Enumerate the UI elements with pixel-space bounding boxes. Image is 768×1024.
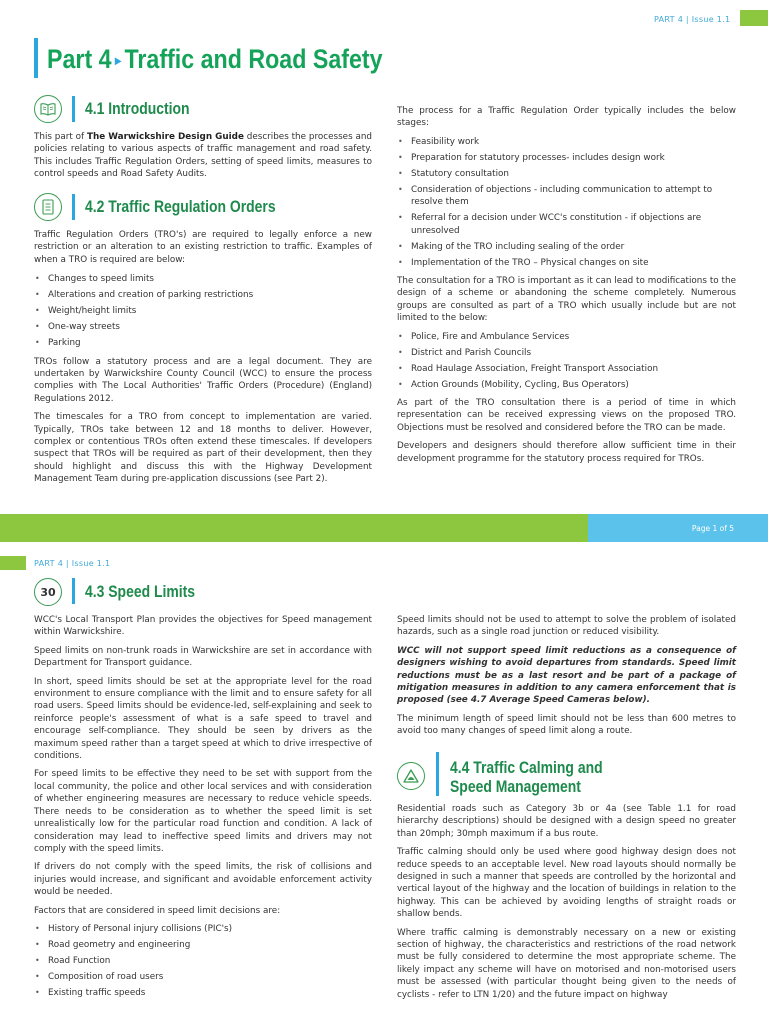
list-item: • Police, Fire and Ambulance Services — [397, 331, 736, 343]
title-accent-bar — [34, 38, 38, 78]
section-heading-introduction: 4.1 Introduction — [85, 99, 190, 118]
right-column-page2-bottom — [397, 803, 736, 1007]
section-bar-44 — [436, 752, 439, 796]
comply-paragraph: If drivers do not comply with the speed limits, the risk of collisions and injuries would increase, and significant and avoidable enforcement activity would be needed. — [34, 862, 372, 898]
section-heading-traffic-calming: 4.4 Traffic Calming and Speed Management — [450, 758, 603, 796]
list-item: • Composition of road users — [34, 971, 372, 983]
process-stage-list — [397, 136, 736, 269]
section-heading-speed-limits: 4.3 Speed Limits — [85, 582, 196, 601]
page-title: Part 4 ▸ Traffic and Road Safety — [47, 44, 383, 74]
title-arrow-icon: ▸ — [114, 52, 122, 69]
section-bar-43 — [72, 578, 75, 604]
traffic-calming-hump-icon — [397, 762, 425, 790]
intro-paragraph: This part of The Warwickshire Design Guide describes the processes and policies relating to various aspects of traffic management and road safety. This includes Traffic Regulation Orders, setting of speed limits, measures to control speeds and Road Safety Audits. — [34, 132, 373, 180]
list-item: • Changes to speed limits — [34, 273, 372, 285]
list-item: • Implementation of the TRO – Physical changes on site — [397, 257, 736, 269]
list-item: • Preparation for statutory processes- includes design work — [397, 152, 736, 164]
speed-limit-30-icon: 30 — [34, 578, 62, 606]
residential-roads-paragraph: Residential roads such as Category 3b or 4a (see Table 1.1 for road hierarchy descriptions) should be designed with a design speed no greater than 20mph; 30mph maximum if a bus route. — [397, 804, 736, 839]
wcc-policy-paragraph: WCC will not support speed limit reductions as a consequence of designers wishing to avoid departures from standards. Speed limit reductions must be as a last resort and be part of a package of mitigation measures in addition to any camera enforcement that is proposed (see 4.7 Average Speed Cameras below). — [397, 645, 736, 706]
right-column-page2-top — [397, 614, 736, 744]
list-item: • Alterations and creation of parking restrictions — [34, 289, 372, 301]
section-heading-tro: 4.2 Traffic Regulation Orders — [85, 197, 276, 216]
left-column-page2 — [34, 614, 372, 1005]
list-item: • Feasibility work — [397, 136, 736, 148]
list-item: • Road geometry and engineering — [34, 939, 372, 951]
consultee-list — [397, 331, 736, 391]
header-green-tab-page2 — [0, 556, 26, 570]
page-number: Page 1 of 5 — [588, 514, 768, 542]
minimum-length-paragraph: The minimum length of speed limit should not be less than 600 metres to avoid too many changes of speed limit along a route. — [397, 713, 736, 737]
demonstrably-necessary-paragraph: Where traffic calming is demonstrably necessary on a new or existing section of highway, the characteristics and restrictions of the road network must be fully considered to determine the most appropriate scheme. The likely impact any scheme will have on motorised and non-motorised users must be assessed (with particular thought being given to the needs of cyclists - refer to LTN 1/20) and the future impact on highway — [397, 927, 736, 1000]
factor-list — [34, 923, 372, 999]
section-bar-41 — [72, 96, 75, 122]
consultation-paragraph: The consultation for a TRO is important as it can lead to modifications to the design of a scheme or abandoning the scheme completely. Numerous groups are consulted as part of a TRO which usually include but are not limited to the below: — [397, 276, 736, 324]
list-item: • History of Personal injury collisions (PIC's) — [34, 923, 372, 935]
list-item: • Road Haulage Association, Freight Transport Association — [397, 363, 736, 375]
list-item: • Action Grounds (Mobility, Cycling, Bus Operators) — [397, 379, 736, 391]
document-list-icon — [34, 193, 62, 221]
developers-paragraph: Developers and designers should therefore allow sufficient time in their development programme for the statutory process required for TROs. — [397, 441, 736, 464]
section-bar-42 — [72, 194, 75, 220]
traffic-calming-paragraph: Traffic calming should only be used where good highway design does not reduce speeds to an acceptable level. New road layouts should normally be designed in such a manner that speeds are controlled by the horizontal and vertical layout of the highway and the location of buildings in relation to the highway. This can be achieved by avoiding lengths of straight roads or shallow bends. — [397, 847, 736, 920]
in-short-paragraph: In short, speed limits should be set at the appropriate level for the road environment to ensure compliance with the limit and to ensure safety for all road users. Speed limits should be evidence-led, self-explaining and seek to reinforce people's assessment of what is a safe speed to travel and encourage self-compliance. They should be seen by drivers as the maximum speed rather than a target speed at which to drive irrespective of conditions. — [34, 676, 372, 762]
factors-intro: Factors that are considered in speed limit decisions are: — [34, 905, 281, 916]
list-item: • One-way streets — [34, 321, 372, 333]
list-item: • Existing traffic speeds — [34, 987, 372, 999]
tro-example-list — [34, 273, 372, 349]
list-item: • Parking — [34, 337, 372, 349]
footer-band-green — [0, 514, 588, 542]
objection-paragraph: As part of the TRO consultation there is a period of time in which representation can be received expressing views on the proposed TRO. Objections must be resolved and considered before the TRO can be made. — [397, 398, 736, 433]
list-item: • Consideration of objections - including communication to attempt to resolve them — [397, 184, 736, 209]
isolated-hazards-paragraph: Speed limits should not be used to attempt to solve the problem of isolated hazards, such as a single road junction or reduced visibility. — [397, 615, 736, 638]
right-column-page1 — [397, 105, 736, 471]
book-icon — [34, 95, 62, 123]
list-item: • Road Function — [34, 955, 372, 967]
tro-column — [34, 229, 372, 492]
list-item: • Making of the TRO including sealing of the order — [397, 241, 736, 253]
list-item: • Statutory consultation — [397, 168, 736, 180]
non-trunk-paragraph: Speed limits on non-trunk roads in Warwickshire are set in accordance with Department for Transport guidance. — [34, 645, 372, 669]
list-item: • Referral for a decision under WCC's constitution - if objections are unresolved — [397, 212, 736, 237]
tro-timescales-paragraph: The timescales for a TRO from concept to implementation are varied. Typically, TROs take between 12 and 18 months to deliver. However, complex or contentious TROs often extend these timescales. If developers suspect that TROs will be required as part of their development, then they should highlight and discuss this with the Highway Development Management Team during pre-application discussions (see Part 2). — [34, 412, 372, 485]
effective-paragraph: For speed limits to be effective they need to be set with support from the local community, the police and other local services and with consideration of whether engineering measures are necessary to reduce vehicle speeds. There needs to be consideration as to whether the speed limit is set unrealistically low for the particular road function and condition. A lack of consideration may lead to ineffective speed limits and drivers may not comply with the speed limits. — [34, 769, 372, 854]
header-issue-page1: PART 4 | Issue 1.1 — [654, 15, 731, 24]
list-item: • District and Parish Councils — [397, 347, 736, 359]
process-intro: The process for a Traffic Regulation Order typically includes the below stages: — [397, 106, 736, 129]
header-issue-page2: PART 4 | Issue 1.1 — [34, 559, 111, 568]
tro-intro: Traffic Regulation Orders (TRO's) are required to legally enforce a new restriction or an alteration to an existing restriction to traffic. Examples of when a TRO is required are below: — [34, 230, 372, 265]
header-green-tab — [740, 10, 768, 26]
list-item: • Weight/height limits — [34, 305, 372, 317]
tro-statutory-paragraph: TROs follow a statutory process and are a legal document. They are undertaken by Warwickshire County Council (WCC) to ensure the process complies with The Local Authorities' Traffic Orders (Procedure) (England) Regulations 2012. — [34, 356, 372, 404]
left-column-page1 — [34, 131, 372, 187]
ltp-paragraph: WCC's Local Transport Plan provides the objectives for Speed management within Warwickshire. — [34, 615, 372, 638]
